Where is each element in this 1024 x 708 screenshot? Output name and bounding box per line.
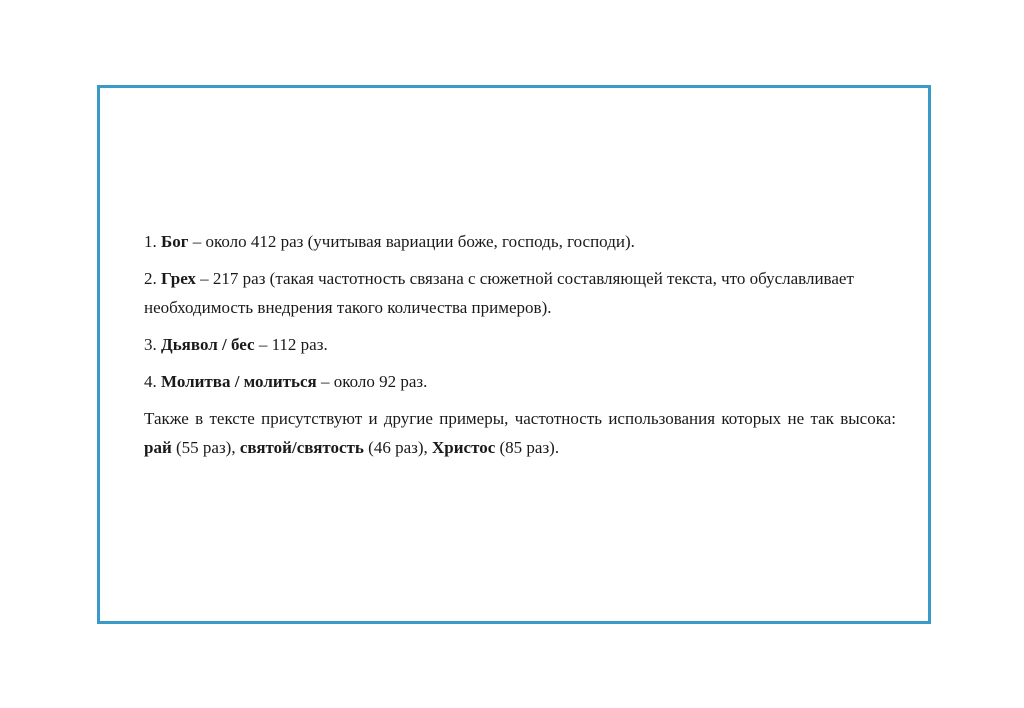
item-number: 2. — [144, 269, 157, 288]
item-number: 4. — [144, 372, 157, 391]
item-text: – около 412 раз (учитывая вариации боже, господь, господи). — [188, 232, 635, 251]
summary-paragraph — [144, 404, 896, 462]
slide-body — [144, 227, 896, 470]
summary-after-3: (85 раз). — [495, 438, 560, 457]
list-item-2 — [144, 264, 896, 322]
item-text: – около 92 раз. — [316, 372, 428, 391]
item-number: 3. — [144, 335, 157, 354]
item-term: Дьявол / бес — [161, 335, 255, 354]
item-text: – 112 раз. — [254, 335, 328, 354]
summary-term-2: святой/святость — [239, 438, 364, 457]
summary-term-3: Христос — [432, 438, 496, 457]
summary-after-1: (55 раз), — [171, 438, 240, 457]
summary-lead: Также в тексте присутствуют и другие примеры, частотность использования которых не так высока: — [144, 409, 896, 428]
list-item-4 — [144, 367, 896, 396]
item-term: Молитва / молиться — [161, 372, 317, 391]
summary-after-2: (46 раз), — [363, 438, 432, 457]
summary-term-1: рай — [144, 438, 172, 457]
list-item-3 — [144, 330, 896, 359]
item-number: 1. — [144, 232, 157, 251]
list-item-1 — [144, 227, 896, 256]
item-term: Грех — [161, 269, 196, 288]
item-term: Бог — [161, 232, 189, 251]
item-text: – 217 раз (такая частотность связана с сюжетной составляющей текста, что обуславливает необходимость внедрения такого количества примеров). — [144, 269, 854, 317]
